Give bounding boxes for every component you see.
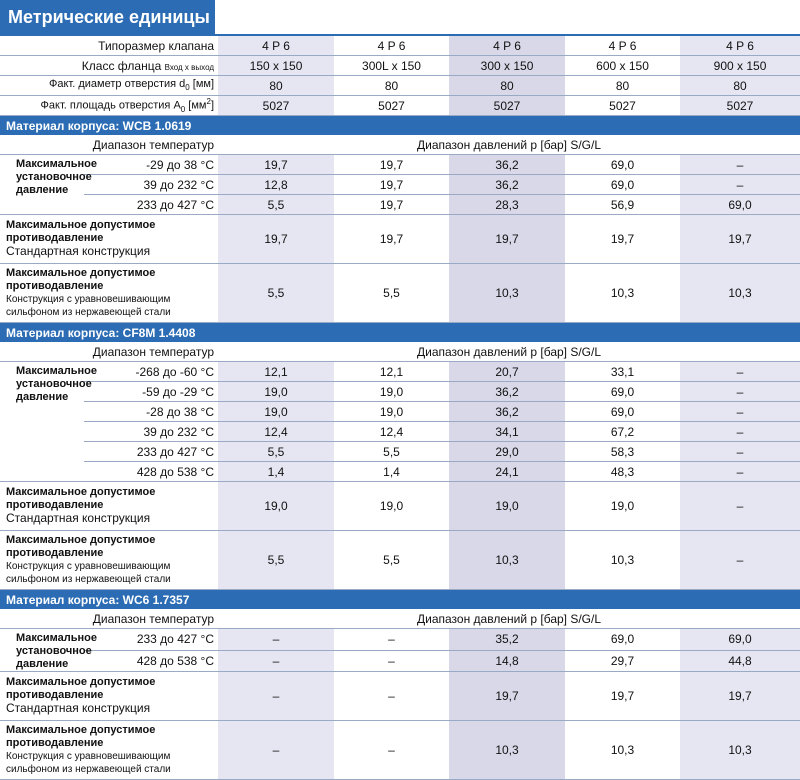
value-cell: 4 P 6: [449, 36, 565, 56]
bellows-text-2: сильфоном из нержавеющей стали: [6, 764, 171, 775]
temp-row: [0, 362, 800, 382]
value-cell: 69,0: [565, 155, 680, 175]
value-cell: 14,8: [449, 650, 565, 672]
value-cell: 19,0: [218, 382, 334, 402]
value-cell: 19,0: [334, 482, 449, 531]
max-back-text-2: противодавление: [6, 737, 104, 749]
temp-row: [0, 442, 800, 462]
diameter-label-text: Факт. диаметр отверстия d: [49, 78, 186, 91]
flange-sub-text: Вход x выход: [164, 62, 215, 72]
value-cell: 10,3: [565, 721, 680, 780]
section-title: Материал корпуса: WC6 1.7357: [0, 590, 800, 610]
value-cell: 150 x 150: [218, 56, 334, 76]
value-cell: 36,2: [449, 175, 565, 195]
max-back-text: Максимальное допустимое: [6, 486, 156, 498]
value-cell: 5,5: [218, 442, 334, 462]
value-cell: 48,3: [565, 462, 680, 482]
value-cell: 69,0: [680, 195, 800, 215]
section-header: [0, 590, 800, 610]
value-cell: 5027: [680, 96, 800, 116]
value-cell: 19,7: [565, 672, 680, 721]
std-design-text: Стандартная конструкция: [6, 701, 151, 715]
value-cell: 19,7: [334, 215, 449, 264]
temp-row: [0, 629, 800, 651]
area-label-text: Факт. площадь отверстия A: [40, 99, 181, 112]
section-title: Материал корпуса: WCB 1.0619: [0, 116, 800, 136]
value-cell: 58,3: [565, 442, 680, 462]
value-cell: 5,5: [334, 442, 449, 462]
value-cell: 19,7: [449, 672, 565, 721]
temp-label: 233 до 427 °C: [84, 629, 218, 651]
value-cell: 19,7: [565, 215, 680, 264]
header-row-diameter: [0, 76, 800, 96]
value-cell: 900 x 150: [680, 56, 800, 76]
area-unit-close: ]: [210, 99, 215, 112]
flange-label-text: Класс фланца: [81, 58, 162, 73]
bellows-label: [0, 531, 218, 590]
std-design-row: [0, 672, 800, 721]
temp-label: 39 до 232 °C: [84, 175, 218, 195]
value-cell: 5,5: [334, 264, 449, 323]
value-cell: 12,4: [334, 422, 449, 442]
max-back-text-2: противодавление: [6, 689, 104, 701]
range-row: [0, 342, 800, 362]
value-cell: 56,9: [565, 195, 680, 215]
temp-label: 428 до 538 °C: [84, 462, 218, 482]
section-header: [0, 116, 800, 136]
value-cell: 19,0: [218, 402, 334, 422]
temp-label: -59 до -29 °C: [84, 382, 218, 402]
value-cell: –: [334, 721, 449, 780]
max-back-text: Максимальное допустимое: [6, 676, 156, 688]
value-cell: 36,2: [449, 402, 565, 422]
std-design-label: [0, 672, 218, 721]
value-cell: 5027: [218, 96, 334, 116]
value-cell: 29,0: [449, 442, 565, 462]
temp-row: [0, 650, 800, 672]
value-cell: 19,7: [680, 215, 800, 264]
max-back-text-2: противодавление: [6, 547, 104, 559]
diameter-label: [0, 76, 218, 96]
max-back-text: Максимальное допустимое: [6, 534, 156, 546]
bellows-label: [0, 721, 218, 780]
max-back-text-2: противодавление: [6, 280, 104, 292]
value-cell: 19,0: [449, 482, 565, 531]
value-cell: –: [680, 482, 800, 531]
value-cell: 19,7: [334, 195, 449, 215]
temp-range-label: Диапазон температур: [0, 342, 218, 362]
temp-row: [0, 175, 800, 195]
value-cell: 10,3: [449, 264, 565, 323]
value-cell: 12,8: [218, 175, 334, 195]
value-cell: 12,1: [218, 362, 334, 382]
value-cell: 300 x 150: [449, 56, 565, 76]
value-cell: 19,7: [680, 672, 800, 721]
value-cell: –: [680, 531, 800, 590]
std-design-row: [0, 482, 800, 531]
value-cell: –: [680, 442, 800, 462]
value-cell: –: [680, 382, 800, 402]
value-cell: 34,1: [449, 422, 565, 442]
value-cell: 67,2: [565, 422, 680, 442]
value-cell: 69,0: [565, 175, 680, 195]
value-cell: –: [680, 155, 800, 175]
max-back-text: Максимальное допустимое: [6, 219, 156, 231]
area-sub: 0: [180, 104, 186, 114]
size-label: Типоразмер клапана: [0, 36, 218, 56]
value-cell: –: [680, 362, 800, 382]
value-cell: 80: [680, 76, 800, 96]
temp-row: [0, 422, 800, 442]
temp-label: -28 до 38 °C: [84, 402, 218, 422]
temp-range-label: Диапазон температур: [0, 135, 218, 155]
value-cell: 5,5: [334, 531, 449, 590]
section-header: [0, 323, 800, 343]
bellows-row: [0, 531, 800, 590]
bellows-text: Конструкция с уравновешивающим: [6, 294, 171, 305]
value-cell: 19,0: [334, 382, 449, 402]
value-cell: 80: [449, 76, 565, 96]
std-design-text: Стандартная конструкция: [6, 244, 151, 258]
pressure-table: [0, 36, 800, 780]
value-cell: 44,8: [680, 650, 800, 672]
value-cell: 4 P 6: [565, 36, 680, 56]
value-cell: 4 P 6: [334, 36, 449, 56]
value-cell: 19,0: [565, 482, 680, 531]
header-row-size: [0, 36, 800, 56]
temp-row: [0, 155, 800, 175]
area-sup: 2: [206, 97, 211, 107]
max-pressure-label: Максимальное установочное давление: [0, 629, 84, 672]
section-title: Материал корпуса: CF8M 1.4408: [0, 323, 800, 343]
value-cell: 1,4: [334, 462, 449, 482]
temp-label: 233 до 427 °C: [84, 442, 218, 462]
value-cell: –: [680, 422, 800, 442]
range-row: [0, 135, 800, 155]
bellows-row: [0, 721, 800, 780]
value-cell: 33,1: [565, 362, 680, 382]
flange-label: [0, 56, 218, 76]
value-cell: 19,7: [334, 175, 449, 195]
value-cell: 80: [218, 76, 334, 96]
std-design-row: [0, 215, 800, 264]
max-back-text-2: противодавление: [6, 232, 104, 244]
value-cell: 35,2: [449, 629, 565, 651]
temp-label: -268 до -60 °C: [84, 362, 218, 382]
value-cell: 300L x 150: [334, 56, 449, 76]
value-cell: –: [218, 650, 334, 672]
value-cell: 5,5: [218, 195, 334, 215]
value-cell: 19,7: [218, 155, 334, 175]
value-cell: –: [334, 672, 449, 721]
pressure-range-label: Диапазон давлений p [бар] S/G/L: [218, 609, 800, 629]
temp-label: 233 до 427 °C: [84, 195, 218, 215]
value-cell: 19,0: [334, 402, 449, 422]
value-cell: 12,4: [218, 422, 334, 442]
temp-range-label: Диапазон температур: [0, 609, 218, 629]
value-cell: 10,3: [680, 264, 800, 323]
value-cell: 10,3: [449, 531, 565, 590]
value-cell: 19,7: [218, 215, 334, 264]
value-cell: 19,0: [218, 482, 334, 531]
pressure-range-label: Диапазон давлений p [бар] S/G/L: [218, 135, 800, 155]
temp-row: [0, 382, 800, 402]
value-cell: 10,3: [449, 721, 565, 780]
value-cell: –: [218, 672, 334, 721]
value-cell: –: [218, 721, 334, 780]
diameter-sub: 0: [185, 83, 190, 93]
area-label: [0, 96, 218, 116]
max-back-text-2: противодавление: [6, 499, 104, 511]
temp-label: 428 до 538 °C: [84, 650, 218, 672]
value-cell: 36,2: [449, 155, 565, 175]
value-cell: 10,3: [565, 264, 680, 323]
value-cell: 4 P 6: [218, 36, 334, 56]
temp-row: [0, 195, 800, 215]
diameter-unit: [мм]: [189, 78, 215, 91]
value-cell: –: [680, 462, 800, 482]
std-design-label: [0, 215, 218, 264]
max-pressure-label: Максимальное установочное давление: [0, 362, 84, 482]
value-cell: 10,3: [565, 531, 680, 590]
value-cell: 36,2: [449, 382, 565, 402]
value-cell: –: [680, 402, 800, 422]
bellows-text-2: сильфоном из нержавеющей стали: [6, 307, 171, 318]
value-cell: 1,4: [218, 462, 334, 482]
value-cell: 19,7: [449, 215, 565, 264]
header-row-flange: [0, 56, 800, 76]
value-cell: 5027: [334, 96, 449, 116]
value-cell: –: [334, 650, 449, 672]
value-cell: 5027: [565, 96, 680, 116]
temp-label: -29 до 38 °C: [84, 155, 218, 175]
temp-row: [0, 402, 800, 422]
header-row-area: [0, 96, 800, 116]
bellows-text: Конструкция с уравновешивающим: [6, 561, 171, 572]
value-cell: 10,3: [680, 721, 800, 780]
bellows-text-2: сильфоном из нержавеющей стали: [6, 574, 171, 585]
max-back-text: Максимальное допустимое: [6, 724, 156, 736]
bellows-label: [0, 264, 218, 323]
bellows-row: [0, 264, 800, 323]
range-row: [0, 609, 800, 629]
value-cell: 69,0: [565, 629, 680, 651]
value-cell: 5,5: [218, 531, 334, 590]
value-cell: 69,0: [565, 382, 680, 402]
value-cell: 20,7: [449, 362, 565, 382]
value-cell: 28,3: [449, 195, 565, 215]
page-title: Метрические единицы: [0, 0, 215, 34]
value-cell: 69,0: [565, 402, 680, 422]
value-cell: –: [218, 629, 334, 651]
value-cell: 29,7: [565, 650, 680, 672]
std-design-label: [0, 482, 218, 531]
pressure-range-label: Диапазон давлений p [бар] S/G/L: [218, 342, 800, 362]
area-unit: [мм: [185, 99, 207, 112]
value-cell: 19,7: [334, 155, 449, 175]
value-cell: 12,1: [334, 362, 449, 382]
value-cell: 80: [334, 76, 449, 96]
value-cell: 69,0: [680, 629, 800, 651]
std-design-text: Стандартная конструкция: [6, 511, 151, 525]
value-cell: 4 P 6: [680, 36, 800, 56]
max-back-text: Максимальное допустимое: [6, 267, 156, 279]
value-cell: –: [680, 175, 800, 195]
value-cell: 80: [565, 76, 680, 96]
bellows-text: Конструкция с уравновешивающим: [6, 751, 171, 762]
temp-row: [0, 462, 800, 482]
value-cell: 600 x 150: [565, 56, 680, 76]
value-cell: 5027: [449, 96, 565, 116]
value-cell: –: [334, 629, 449, 651]
value-cell: 24,1: [449, 462, 565, 482]
value-cell: 5,5: [218, 264, 334, 323]
max-pressure-label: Максимальное установочное давление: [0, 155, 84, 215]
temp-label: 39 до 232 °C: [84, 422, 218, 442]
